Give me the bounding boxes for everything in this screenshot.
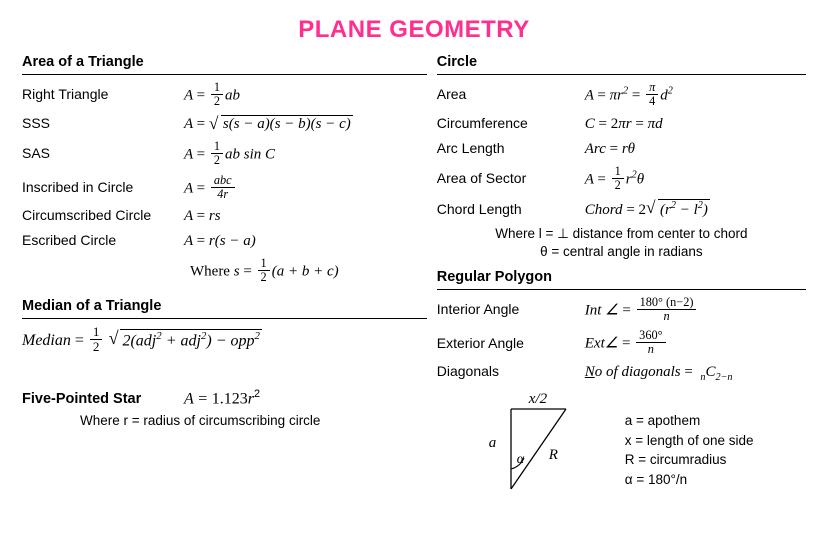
formula-row-exterior-angle bbox=[437, 329, 806, 356]
chord-note-angle: θ = central angle in radians bbox=[540, 243, 703, 259]
right-column bbox=[427, 54, 806, 495]
formula-label: SSS bbox=[22, 114, 51, 131]
formula-expression: A = √ s(s − a)(s − b)(s − c) bbox=[184, 115, 353, 133]
formula-row-circumference bbox=[437, 115, 806, 133]
divider bbox=[437, 289, 806, 290]
legend-item: x = length of one side bbox=[624, 432, 754, 448]
section-heading-regular-polygon: Regular Polygon bbox=[436, 268, 552, 285]
formula-label: SAS bbox=[22, 145, 51, 162]
formula-row-sas bbox=[22, 140, 427, 167]
formula-label: Chord Length bbox=[436, 200, 522, 217]
formula-label: Area bbox=[436, 86, 467, 103]
formula-row-interior-angle bbox=[437, 296, 806, 323]
chord-note-distance: Where l = ⊥ distance from center to chord bbox=[495, 225, 748, 241]
formula-row-circumscribed-circle bbox=[22, 207, 427, 225]
diagram-label-alpha: α bbox=[516, 452, 525, 468]
content-columns bbox=[0, 54, 828, 495]
divider bbox=[437, 74, 806, 75]
formula-expression: No of diagonals = $_nC_{2-n}$ bbox=[584, 364, 733, 384]
formula-label: Interior Angle bbox=[436, 301, 520, 317]
formula-label: Escribed Circle bbox=[22, 232, 117, 249]
formula-row-chord-length bbox=[437, 199, 806, 219]
legend-item: a = apothem bbox=[624, 413, 701, 429]
formula-row-escribed-circle bbox=[22, 232, 427, 250]
legend-item: α = 180°/n bbox=[624, 471, 688, 487]
formula-row-sss bbox=[22, 115, 427, 133]
formula-label: Right Triangle bbox=[22, 86, 109, 103]
section-heading-circle: Circle bbox=[436, 54, 478, 70]
diagram-label-apothem: a bbox=[488, 435, 497, 452]
five-pointed-star-note: Where r = radius of circumscribing circle bbox=[80, 413, 321, 429]
formula-expression: Int ∠ = $\frac{180^\circ (n-2)}{n}$ bbox=[585, 296, 699, 323]
page-title: PLANE GEOMETRY bbox=[298, 16, 530, 43]
triangle-where-note: Where s = $\frac{1}{2}$ (a + b + c) bbox=[190, 256, 339, 285]
formula-label: Arc Length bbox=[436, 139, 505, 156]
divider bbox=[22, 318, 427, 319]
polygon-diagram-block bbox=[437, 391, 806, 495]
triangle-figure-svg bbox=[481, 397, 611, 495]
section-heading-five-pointed-star: Five-Pointed Star bbox=[22, 391, 142, 408]
formula-row-inscribed-in-circle bbox=[22, 174, 427, 201]
five-pointed-star-row bbox=[22, 388, 427, 408]
formula-expression: A = $\frac{1}{2}$ $r^2\theta$ bbox=[584, 163, 645, 192]
formula-expression: C = 2πr = πd bbox=[584, 115, 663, 132]
formula-expression: Ext∠ = $\frac{360^\circ}{n}$ bbox=[585, 329, 668, 356]
formula-expression: Arc = rθ bbox=[584, 140, 636, 157]
polygon-diagram bbox=[481, 391, 611, 495]
formula-median: Median = $\frac{1}{2}$ √ 2(adj$^2$ + adj$^2$) − opp$^2$ bbox=[22, 325, 427, 354]
formula-expression: Chord = 2 √ $(r^2 - l^2)$ bbox=[585, 199, 710, 219]
formula-label: Diagonals bbox=[436, 363, 500, 380]
formula-row-diagonals bbox=[437, 363, 806, 383]
formula-label: Exterior Angle bbox=[436, 334, 524, 351]
formula-row-arc-length bbox=[437, 140, 806, 158]
section-heading-median: Median of a Triangle bbox=[22, 298, 162, 315]
diagram-legend bbox=[625, 397, 754, 495]
formula-expression: A = $\frac{1}{2}$ ab bbox=[184, 80, 241, 108]
left-column bbox=[22, 54, 427, 495]
formula-expression: A = $\frac{\text{abc}}{4r}$ bbox=[184, 174, 237, 201]
formula-expression: A = rs bbox=[184, 208, 221, 225]
formula-expression: A = $\frac{1}{2}$ ab sin C bbox=[184, 138, 276, 167]
formula-expression: $A = \pi r^2$ = $\frac{\pi}{4}$ $d^2$ bbox=[584, 80, 673, 108]
formula-expression: $A = 1.123r^2$ bbox=[184, 387, 261, 408]
formula-row-area-of-sector bbox=[437, 165, 806, 192]
diagram-label-circumradius: R bbox=[548, 447, 558, 464]
formula-row-right-triangle bbox=[22, 81, 427, 108]
formula-label: Circumference bbox=[436, 114, 528, 131]
section-heading-area-of-triangle: Area of a Triangle bbox=[22, 54, 144, 70]
formula-label: Area of Sector bbox=[436, 170, 527, 187]
legend-item: R = circumradius bbox=[624, 452, 727, 468]
diagram-label-x-over-2: x/2 bbox=[528, 391, 548, 408]
formula-label: Circumscribed Circle bbox=[22, 207, 152, 224]
divider bbox=[22, 74, 427, 75]
formula-row-circle-area bbox=[437, 81, 806, 108]
formula-label: Inscribed in Circle bbox=[22, 179, 134, 195]
formula-expression: A = r(s − a) bbox=[184, 233, 256, 250]
